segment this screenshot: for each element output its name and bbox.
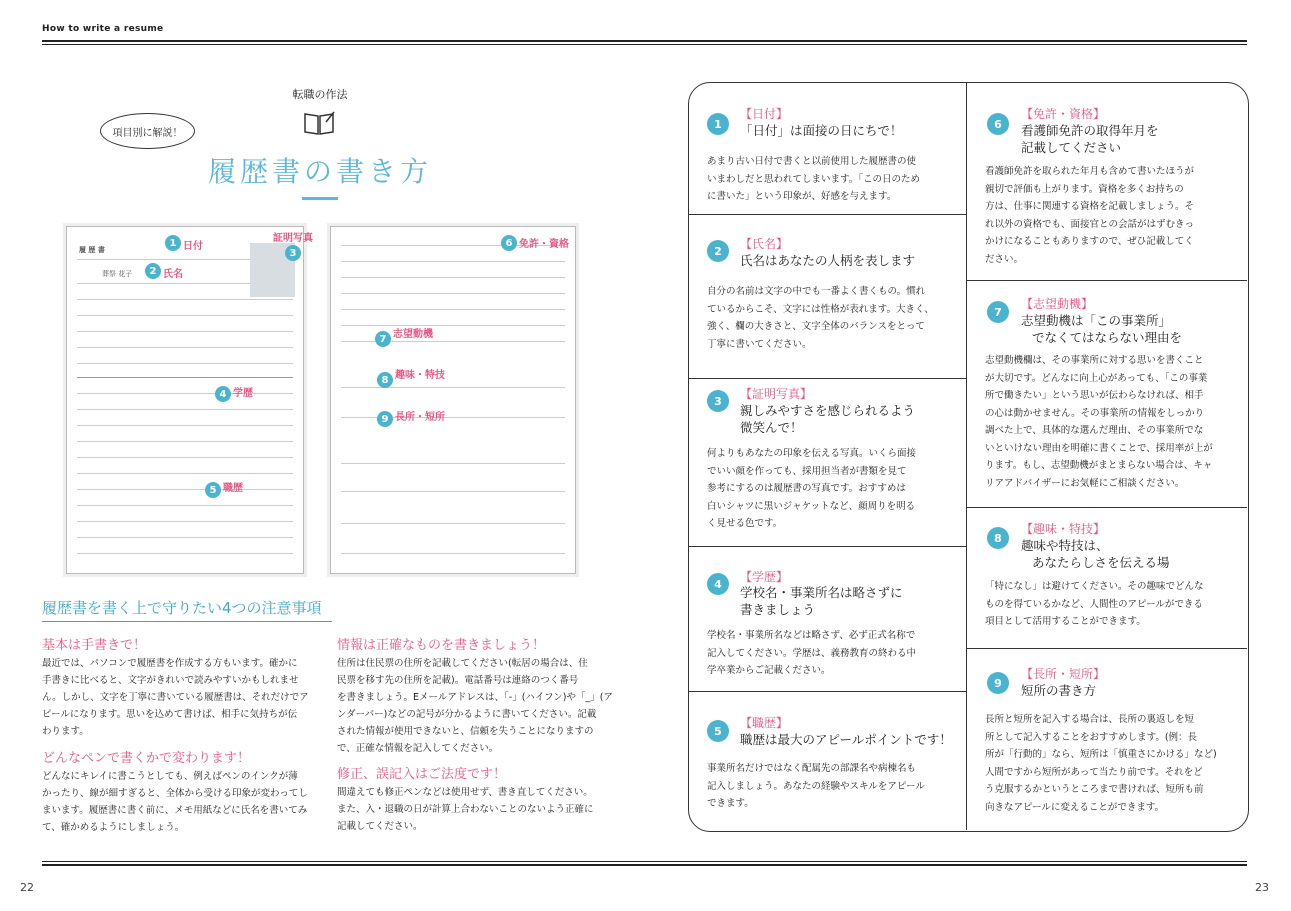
tip-body: 事業所名だけではなく配属先の部課名や病棟名も 記入しましょう。あなたの経験やスキルをアピール できます。	[707, 763, 925, 809]
card-row-divider	[688, 214, 966, 215]
label-education: 学歴	[233, 388, 253, 399]
header-rule	[42, 40, 1247, 42]
resume-doc-title: 履 歴 書	[79, 246, 105, 254]
note-body: 最近では、パソコンで履歴書を作成する方もいます。確かに 手書きに比べると、文字がきれいで読みやすいかもしれませ ん。しかし、文字を丁寧に書いている履歴書は、それだけでア ピールになります。思いを込めて書けば、相手に気持ちが伝 わります。	[42, 658, 309, 737]
tip-heading: 短所の書き方	[1021, 683, 1097, 698]
bubble-text: 項目別に解説！	[112, 127, 183, 139]
running-header: How to write a resume	[42, 24, 164, 34]
tip-category: 【長所・短所】	[1021, 667, 1106, 681]
tip-category: 【証明写真】	[740, 387, 813, 401]
tip-number: 2	[707, 240, 729, 262]
tip-heading: 氏名はあなたの人柄を表します	[740, 253, 916, 268]
label-hobby: 趣味・特技	[395, 370, 445, 381]
tip-heading: 「日付」は面接の日にちで！	[740, 123, 903, 138]
page-number-right: 23	[1255, 881, 1269, 894]
note-heading: どんなペンで書くかで変わります！	[42, 751, 251, 766]
tip-body: 学校名・事業所名などは略さず、必ず正式名称で 記入してください。学歴は、義務教育の終わる中 学卒業からご記載ください。	[707, 630, 917, 676]
title-underline	[302, 197, 338, 200]
tip-number: 5	[707, 720, 729, 742]
label-strength: 長所・短所	[395, 412, 445, 423]
tip-heading: 趣味や特技は、 あなたらしさを伝える場	[1021, 538, 1170, 570]
label-work: 職歴	[223, 483, 243, 494]
footer-rule	[42, 864, 1247, 866]
tip-category: 【職歴】	[740, 716, 789, 730]
tip-body: あまり古い日付で書くと以前使用した履歴書の使 いまわしだと思われてしまいます。「この日のため に書いた」という印象が、好感を与えます。	[707, 156, 920, 202]
card-row-divider	[966, 507, 1247, 508]
tip-heading: 親しみやすさを感じられるよう 微笑んで！	[740, 403, 916, 435]
label-date: 日付	[183, 241, 203, 252]
kicker: 転職の作法	[292, 88, 348, 101]
note-body: どんなにキレイに書こうとしても、例えばペンのインクが薄 かったり、線が細すぎると、全体から受ける印象が変わってし まいます。履歴書に書く前に、メモ用紙などに氏名を書いてみ て、確かめるようにしましょう。	[42, 771, 308, 833]
tip-body: 志望動機欄は、その事業所に対する思いを書くこと が大切です。どんなに向上心があっても、「この事業 所で働きたい」という思いが伝わらなければ、相手 の心は動かせません。その事業所の情報をしっかり 調べた上で、具体的な選んだ理由、その事業所でな いといけない理由を明確に書くことで、採用率が上が ります。もし、志望動機がまとまらない場合は、キャ リアアドバイザーにお気軽にご相談ください。	[985, 355, 1213, 489]
tip-category: 【氏名】	[740, 237, 789, 251]
tip-category: 【日付】	[740, 107, 789, 121]
notes-rule	[42, 621, 332, 622]
card-row-divider	[966, 648, 1247, 649]
resume-sample-page2: 6 免許・資格 7 志望動機 8 趣味・特技 9 長所・短所	[330, 226, 576, 574]
tip-body: 何よりもあなたの印象を伝える写真。いくら面接 でいい顔を作っても、採用担当者が書類を見て 参考にするのは履歴書の写真です。おすすめは 白いシャツに黒いジャケットなど、顔周りを明る く見せる色です。	[707, 448, 917, 529]
tip-heading: 志望動機は「この事業所」 でなくてはならない理由を	[1021, 313, 1183, 345]
tip-heading: 学校名・事業所名は略さずに 書きましょう	[740, 585, 903, 617]
card-row-divider	[966, 280, 1247, 281]
tip-category: 【免許・資格】	[1021, 107, 1106, 121]
tip-category: 【趣味・特技】	[1021, 522, 1106, 536]
note-heading: 修正、誤記入はご法度です！	[337, 767, 507, 782]
tip-number: 8	[987, 527, 1009, 549]
note-body: 住所は住民票の住所を記載してください(転居の場合は、住 民票を移す先の住所を記載)。電話番号は連絡のつく番号 を書きましょう。Eメールアドレスは、「-」(ハイフン)や「_」(ア ンダーバー)などの記号が分かるように書いてください。記載 された情報が使用できないと、信頼を失うことになりますの で、正確な情報を記入してください。	[337, 658, 613, 754]
header-rule-thin	[42, 44, 1247, 45]
card-row-divider	[688, 546, 966, 547]
card-row-divider	[688, 378, 966, 379]
tip-heading: 看護師免許の取得年月を 記載してください	[1021, 123, 1159, 155]
label-motivation: 志望動機	[393, 329, 433, 340]
tip-number: 1	[707, 113, 729, 135]
card-row-divider	[688, 691, 966, 692]
tip-number: 3	[707, 390, 729, 412]
footer-rule-thin	[42, 861, 1247, 862]
notes-title: 履歴書を書く上で守りたい4つの注意事項	[42, 599, 322, 617]
label-name: 氏名	[163, 269, 183, 280]
tip-number: 7	[987, 301, 1009, 323]
label-license: 免許・資格	[519, 239, 569, 250]
tip-category: 【学歴】	[740, 570, 789, 584]
note-heading: 情報は正確なものを書きましょう！	[337, 638, 546, 653]
label-photo: 証明写真	[273, 233, 313, 244]
tip-body: 「特になし」は避けてください。その趣味でどんな ものを得ているかなど、人間性のアピールができる 項目として活用することができます。	[985, 581, 1204, 627]
speech-bubble	[100, 113, 195, 149]
book-pen-icon	[302, 110, 336, 136]
page-number-left: 22	[20, 881, 34, 894]
tip-body: 自分の名前は文字の中でも一番よく書くもの。慣れ ているからこそ、文字には性格が表れます。大きく、 強く、欄の大きさと、文字全体のバランスをとって 丁寧に書いてください。	[707, 286, 934, 350]
tip-body: 長所と短所を記入する場合は、長所の裏返しを短 所として記入することをおすすめします。(例：長 所が「行動的」なら、短所は「慎重さにかける」など) 人間ですから短所があって当たり前です。それをど う克服するかというところまで書ければ、短所も前 向きなアピールに変えることができます。	[985, 714, 1217, 813]
resume-sample-page1: 履 歴 書 葬祭 花子 1 日付 3 証明写真 2 氏名 4 学歴 5 職歴	[66, 226, 304, 574]
note-body: 間違えても修正ペンなどは使用せず、書き直してください。 また、入・退職の日が計算上合わないことのないよう正確に 記載してください。	[337, 787, 594, 832]
tip-number: 9	[987, 672, 1009, 694]
tip-body: 看護師免許を取られた年月も含めて書いたほうが 親切で評価も上がります。資格を多くお持ちの 方は、仕事に関連する資格を記載しましょう。そ れ以外の資格でも、面接官との会話がはずむきっ かけになることもありますので、ぜひ記載してく ださい。	[985, 166, 1195, 265]
tip-number: 6	[987, 113, 1009, 135]
tip-heading: 職歴は最大のアピールポイントです！	[740, 732, 952, 747]
page-title: 履歴書の書き方	[207, 155, 432, 188]
card-column-divider	[966, 82, 967, 830]
sample-name: 葬祭 花子	[102, 270, 133, 278]
tip-category: 【志望動機】	[1021, 297, 1094, 311]
tip-number: 4	[707, 573, 729, 595]
note-heading: 基本は手書きで！	[42, 638, 147, 653]
